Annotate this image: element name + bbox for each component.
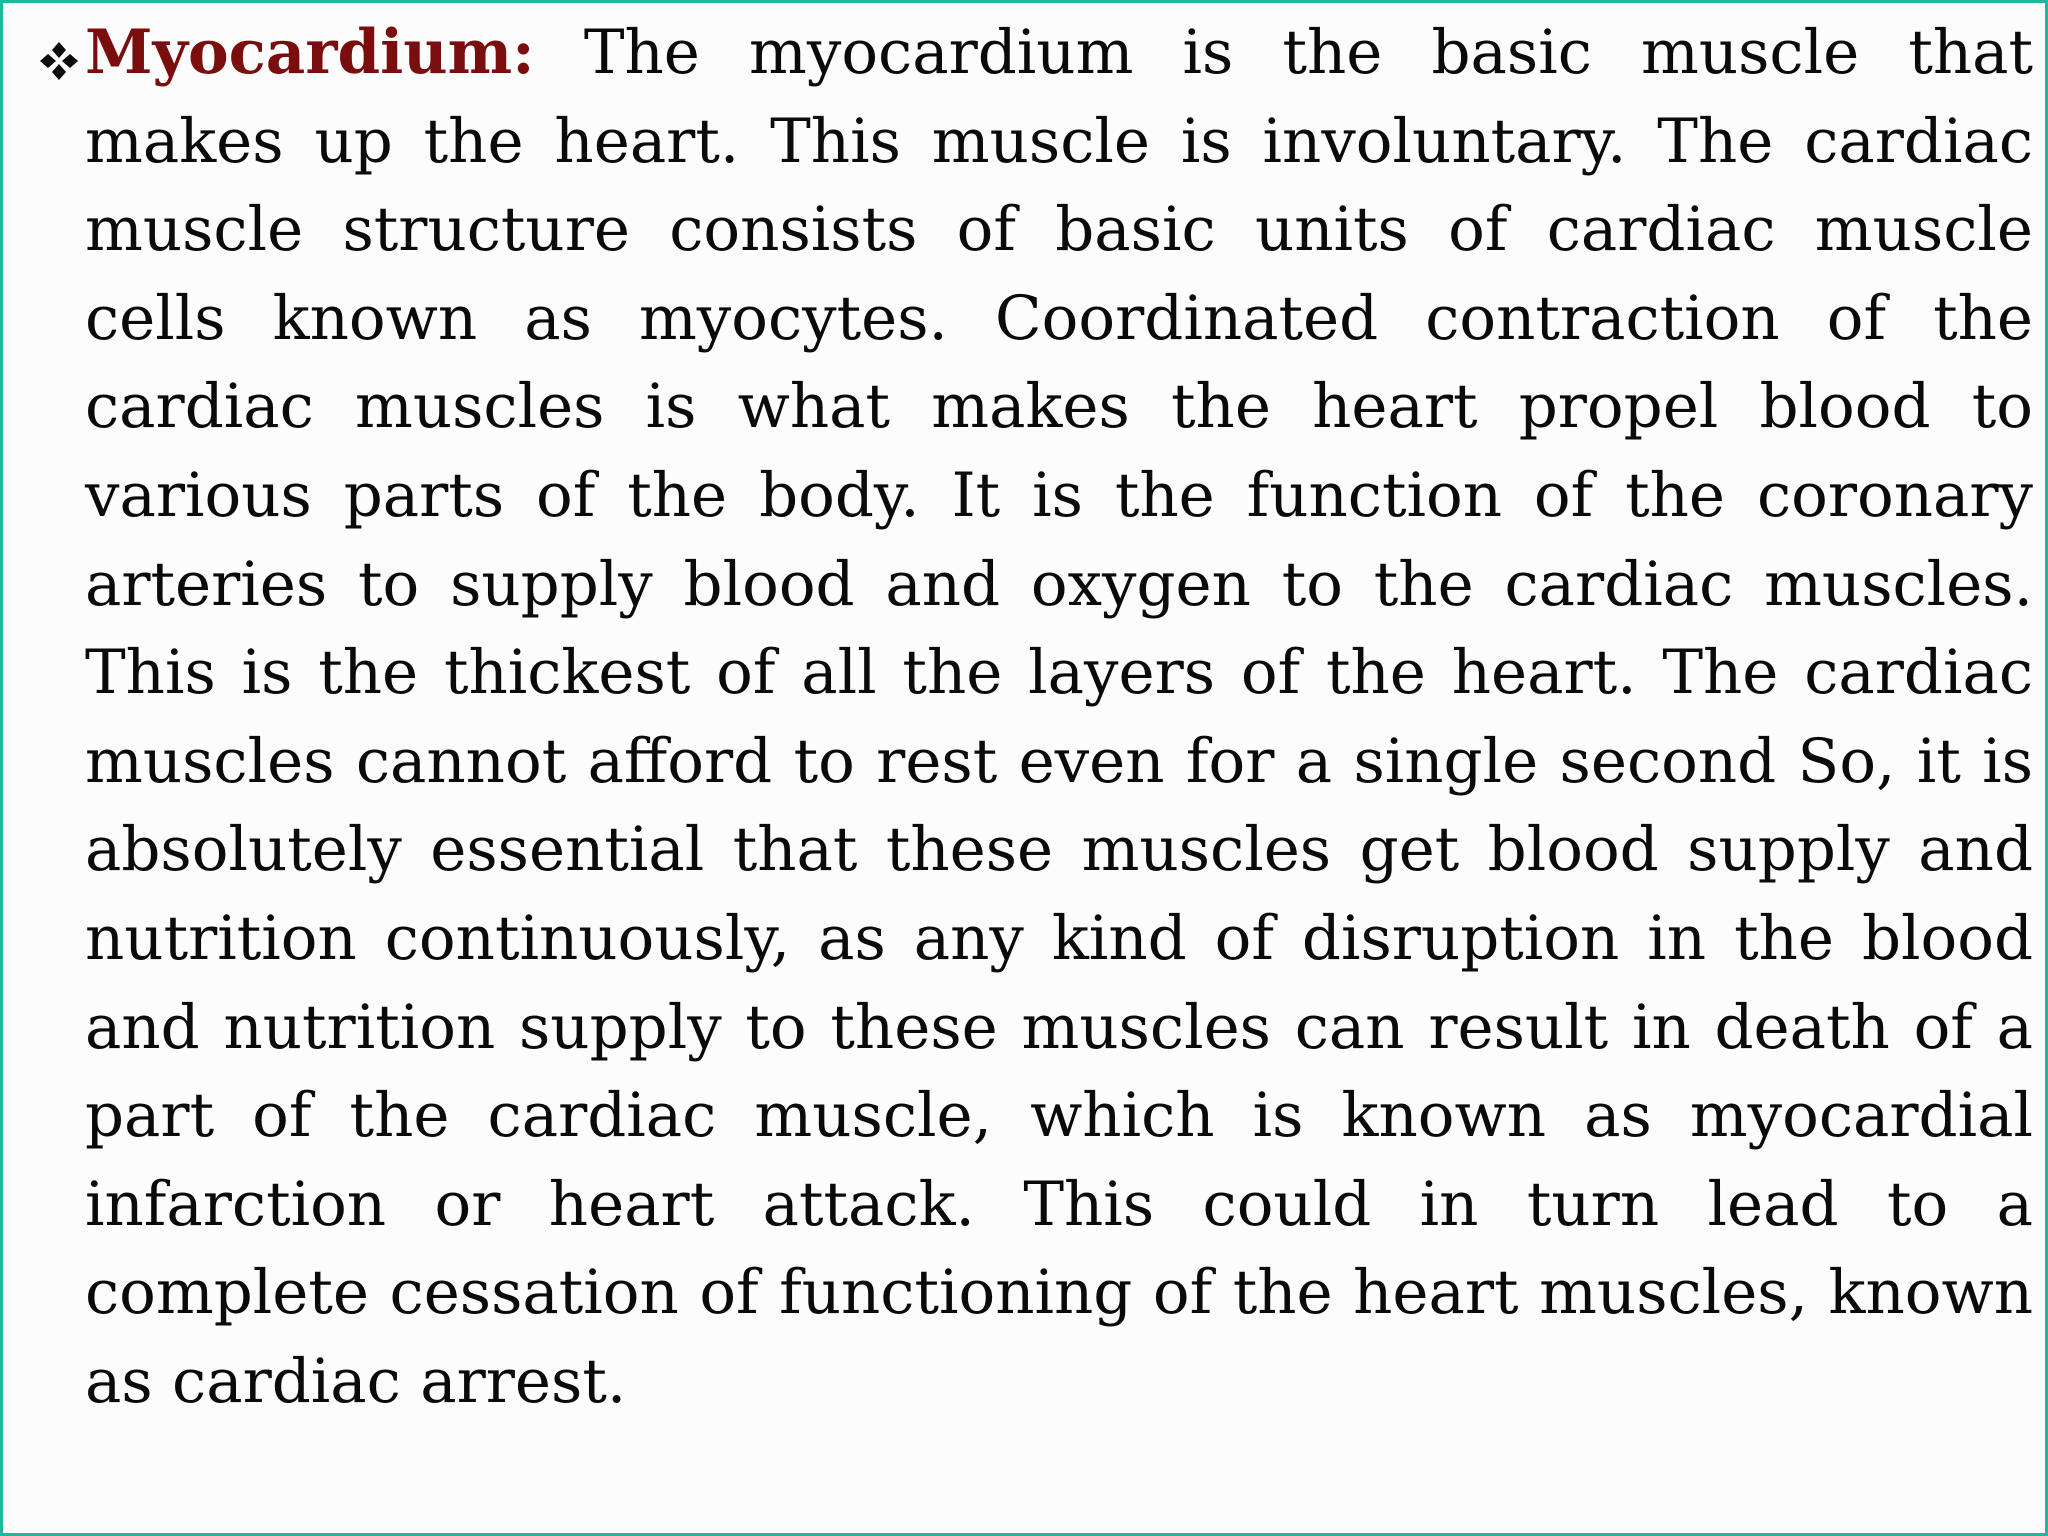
paragraph-text bbox=[27, 9, 2033, 1427]
term-heading: Myocardium: bbox=[85, 17, 535, 88]
four-diamond-bullet-icon bbox=[37, 39, 81, 83]
bullet-paragraph bbox=[27, 9, 2033, 1427]
paragraph-body: The myocardium is the basic muscle that makes up the heart. This muscle is involuntary. The cardiac muscle structure consists of basic units of cardiac muscle cells known as myocytes. Coordinated contraction of the cardiac muscles is what makes the heart propel blood to various parts of the body. It is the function of the coronary arteries to supply blood and oxygen to the cardiac muscles. This is the thickest of all the layers of the heart. The cardiac muscles cannot afford to rest even for a single second So, it is absolutely essential that these muscles get blood supply and nutrition continuously, as any kind of disruption in the blood and nutrition supply to these muscles can result in death of a part of the cardiac muscle, which is known as myocardial infarction or heart attack. This could in turn lead to a complete cessation of functioning of the heart muscles, known as cardiac arrest. bbox=[85, 17, 2033, 1417]
